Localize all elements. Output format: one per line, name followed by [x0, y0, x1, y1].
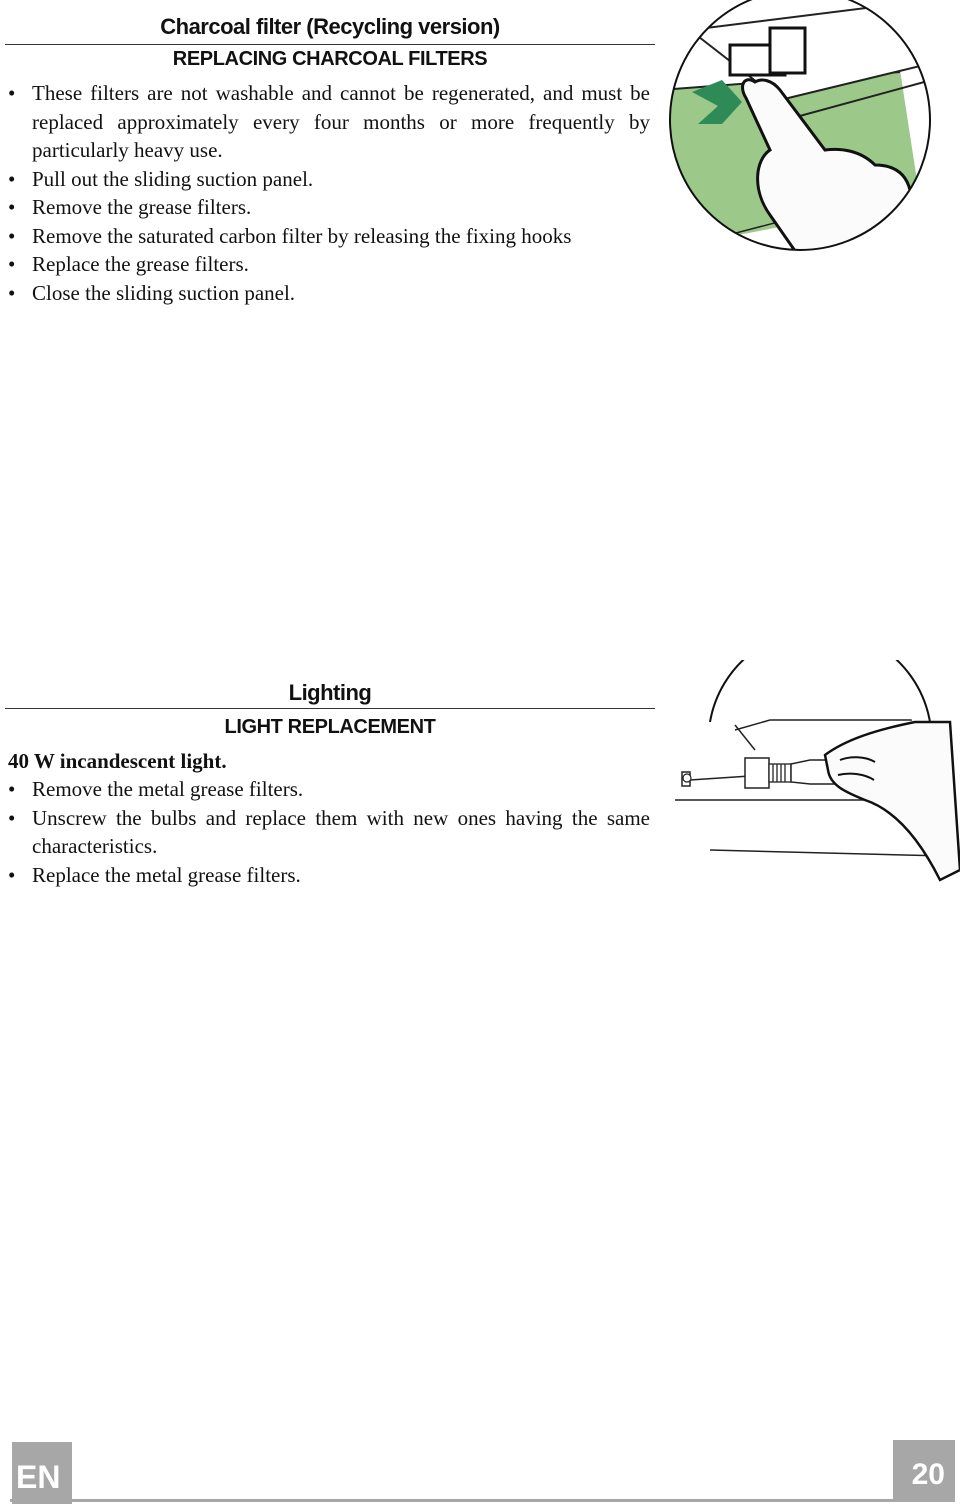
subsection-title-replacing-filters: REPLACING CHARCOAL FILTERS	[172, 48, 488, 70]
list-item: • Remove the saturated carbon filter by releasing the fixing hooks	[8, 222, 650, 251]
page-number: 20	[911, 1458, 945, 1491]
section-rule	[5, 708, 655, 709]
language-badge	[12, 1442, 72, 1504]
list-item: • Replace the grease filters.	[8, 250, 650, 279]
list-item: • These filters are not washable and cannot be regenerated, and must be replaced approximately every four months or more frequently by particularly heavy use.	[8, 79, 650, 165]
charcoal-instructions-list	[8, 79, 650, 307]
footer-rule	[10, 1499, 955, 1502]
list-item: • Remove the metal grease filters.	[8, 775, 650, 804]
charcoal-filter-illustration	[660, 0, 960, 260]
bulb-replacement-illustration	[660, 660, 960, 890]
bulb-specification: 40 W incandescent light.	[8, 749, 227, 773]
subsection-title-light-replacement: LIGHT REPLACEMENT	[224, 716, 436, 738]
list-item: • Pull out the sliding suction panel.	[8, 165, 650, 194]
list-item: • Close the sliding suction panel.	[8, 279, 650, 308]
section-title-lighting: Lighting	[288, 680, 372, 705]
language-code: EN	[16, 1459, 61, 1495]
list-item: • Remove the grease filters.	[8, 193, 650, 222]
list-item: • Unscrew the bulbs and replace them with new ones having the same characteristics.	[8, 804, 650, 861]
lighting-instructions-list	[8, 775, 650, 889]
list-item: • Replace the metal grease filters.	[8, 861, 650, 890]
section-title-charcoal-filter: Charcoal filter (Recycling version)	[160, 14, 500, 39]
section-rule	[5, 44, 655, 45]
page-number-badge	[893, 1440, 955, 1502]
